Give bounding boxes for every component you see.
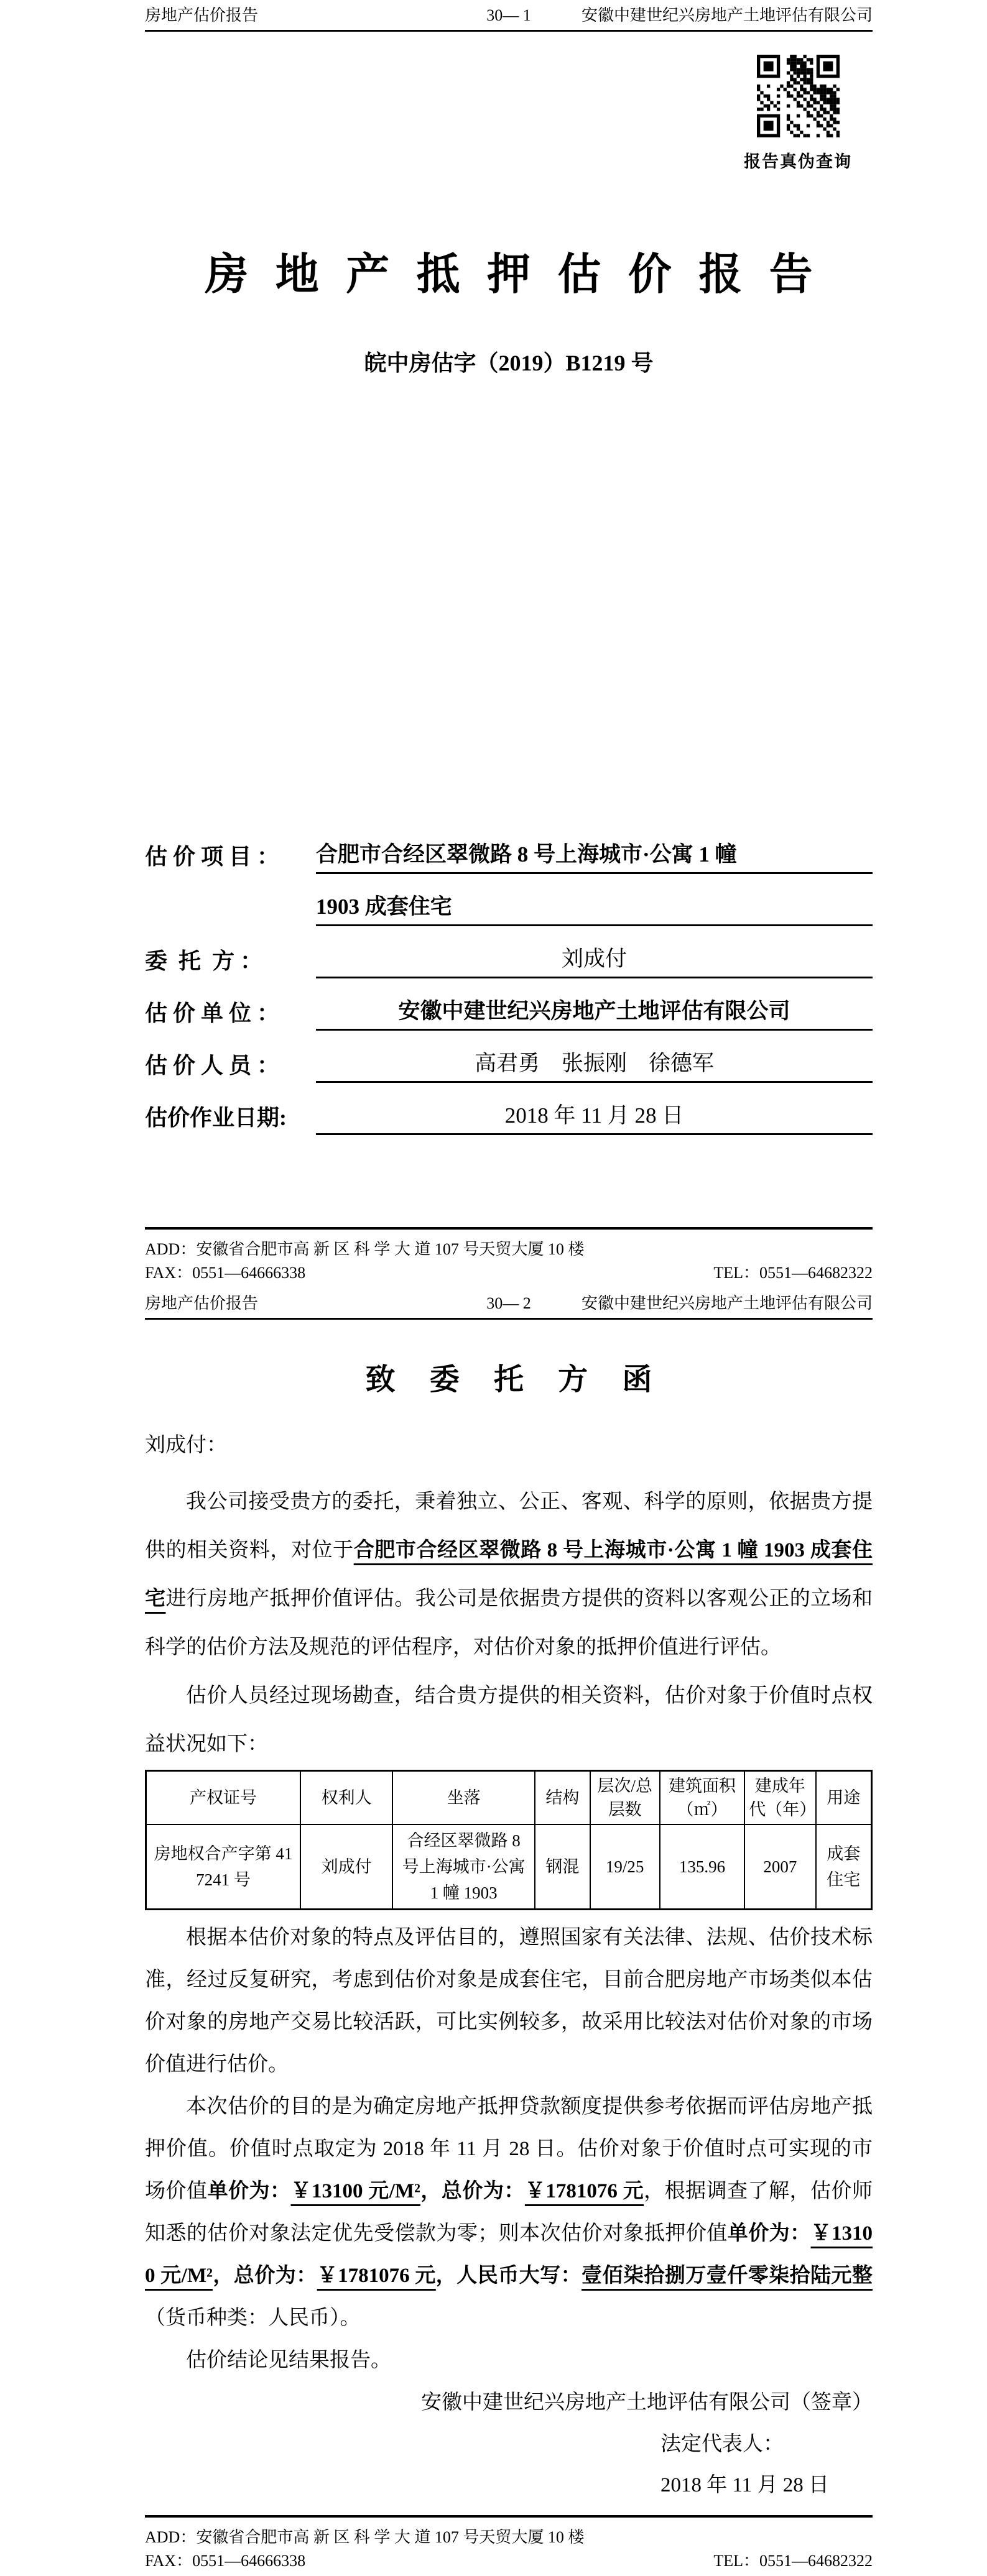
- page-footer: [145, 2515, 873, 2572]
- signature-company: 安徽中建世纪兴房地产土地评估有限公司（签章）: [421, 2391, 873, 2414]
- page-header: [145, 5, 873, 32]
- table-cell: 135.96: [660, 1824, 745, 1910]
- table-cell: 合经区翠微路 8 号上海城市·公寓 1 幢 1903: [392, 1824, 535, 1910]
- table-row: [146, 1824, 872, 1910]
- paragraphs-before-table: [145, 1478, 873, 1769]
- field-label: 委 托 方 ：: [145, 949, 263, 973]
- report-title: 房地产抵押估价报告: [205, 251, 840, 299]
- table-cell: 钢混: [535, 1824, 590, 1910]
- field-client: [145, 926, 873, 978]
- table-header-cell: 用途: [816, 1771, 872, 1825]
- field-value: 合肥市合经区翠微路 8 号上海城市·公寓 1 幢: [316, 842, 873, 874]
- field-label: 估 价 单 位 ：: [145, 1001, 280, 1026]
- header-page-number: 30— 2: [486, 1294, 531, 1312]
- field-value: 安徽中建世纪兴房地产土地评估有限公司: [316, 999, 873, 1031]
- field-label: 估 价 项 目 ：: [145, 844, 280, 869]
- footer-tel: TEL：0551—64682322: [713, 1264, 873, 1282]
- report-doc-number: 皖中房估字（2019）B1219 号: [364, 351, 654, 375]
- table-header-cell: 权利人: [300, 1771, 392, 1825]
- header-company-name: 安徽中建世纪兴房地产土地评估有限公司: [581, 1294, 873, 1312]
- qr-caption: 报告真伪查询: [744, 152, 852, 171]
- field-appraisal-agency: [145, 978, 873, 1031]
- table-cell: 2007: [744, 1824, 815, 1910]
- paragraph: 本次估价的目的是为确定房地产抵押贷款额度提供参考依据而评估房地产抵押价值。价值时点取定为 2018 年 11 月 28 日。估价对象于价值时点可实现的市场价值单价为：￥13100 元/M²，总价为：￥1781076 元，根据调查了解，估价师知悉的估价对象法定优先受偿款为零；则本次估价对象抵押价值单价为：￥13100 元/M²，总价为：￥1781076 元，人民币大写：壹佰柒拾捌万壹仟零柒拾陆元整（货币种类：人民币）。: [145, 2095, 873, 2329]
- table-header-cell: 建筑面积（㎡）: [660, 1771, 745, 1825]
- table-cell: 19/25: [590, 1824, 660, 1910]
- table-header-cell: 结构: [535, 1771, 590, 1825]
- footer-fax: FAX：0551—64666338: [145, 2552, 306, 2570]
- letter-body: [145, 1478, 873, 2381]
- field-appraisers: [145, 1031, 873, 1083]
- paragraph: 我公司接受贵方的委托，秉着独立、公正、客观、科学的原则，依据贵方提供的相关资料，对位于合肥市合经区翠微路 8 号上海城市·公寓 1 幢 1903 成套住宅进行房地产抵押价值评估。我公司是依据贵方提供的资料以客观公正的立场和科学的估价方法及规范的评估程序，对估价对象的抵押价值进行评估。: [145, 1491, 873, 1658]
- page-header: [145, 1293, 873, 1320]
- table-header-cell: 产权证号: [146, 1771, 301, 1825]
- qr-block: [723, 55, 873, 172]
- field-value: 高君勇 张振刚 徐德军: [316, 1051, 873, 1083]
- cover-fields: [145, 822, 873, 1135]
- header-page-number: 30— 1: [486, 6, 531, 24]
- field-appraisal-date: [145, 1083, 873, 1135]
- qr-code: [757, 55, 840, 137]
- table-header-cell: 坐落: [392, 1771, 535, 1825]
- field-value: 1903 成套住宅: [316, 895, 873, 926]
- header-doc-type: 房地产估价报告: [145, 1294, 259, 1312]
- paragraph: 估价结论见结果报告。: [186, 2349, 391, 2371]
- footer-address: ADD：安徽省合肥市高 新 区 科 学 大 道 107 号天贸大厦 10 楼: [145, 2528, 585, 2546]
- footer-address: ADD：安徽省合肥市高 新 区 科 学 大 道 107 号天贸大厦 10 楼: [145, 1240, 585, 1258]
- footer-fax: FAX：0551—64666338: [145, 1264, 306, 1282]
- property-rights-table: [145, 1770, 873, 1910]
- table-cell: 刘成付: [300, 1824, 392, 1910]
- table-cell: 房地权合产字第 417241 号: [146, 1824, 301, 1910]
- field-value: 刘成付: [316, 947, 873, 978]
- signature-date: 2018 年 11 月 28 日: [660, 2474, 830, 2496]
- header-doc-type: 房地产估价报告: [145, 6, 259, 24]
- paragraph: 估价人员经过现场勘查，结合贵方提供的相关资料，估价对象于价值时点权益状况如下：: [145, 1685, 873, 1755]
- field-project-line2: [145, 874, 873, 926]
- letter-title: 致委托方函: [365, 1363, 687, 1396]
- field-project: [145, 822, 873, 874]
- header-company-name: 安徽中建世纪兴房地产土地评估有限公司: [581, 6, 873, 24]
- signature-legal-rep: 法定代表人：: [660, 2433, 784, 2455]
- letter-page: [0, 1288, 987, 2576]
- footer-tel: TEL：0551—64682322: [713, 2552, 873, 2570]
- letter-salutation: 刘成付：: [145, 1434, 227, 1456]
- paragraph: 根据本估价对象的特点及评估目的，遵照国家有关法律、法规、估价技术标准，经过反复研究，考虑到估价对象是成套住宅，目前合肥房地产市场类似本估价对象的房地产交易比较活跃，可比实例较多，故采用比较法对估价对象的市场价值进行估价。: [145, 1926, 873, 2076]
- table-header-cell: 建成年代（年）: [744, 1771, 815, 1825]
- field-value: 2018 年 11 月 28 日: [316, 1103, 873, 1135]
- page-footer: [145, 1227, 873, 1284]
- table-header-row: [146, 1771, 872, 1825]
- field-label: 估 价 人 员 ：: [145, 1053, 280, 1078]
- table-header-cell: 层次/总层数: [590, 1771, 660, 1825]
- field-label-spacer: [145, 921, 316, 926]
- field-label: 估价作业日期:: [145, 1105, 287, 1130]
- paragraphs-after-table: [145, 1916, 873, 2381]
- table-cell: 成套住宅: [816, 1824, 872, 1910]
